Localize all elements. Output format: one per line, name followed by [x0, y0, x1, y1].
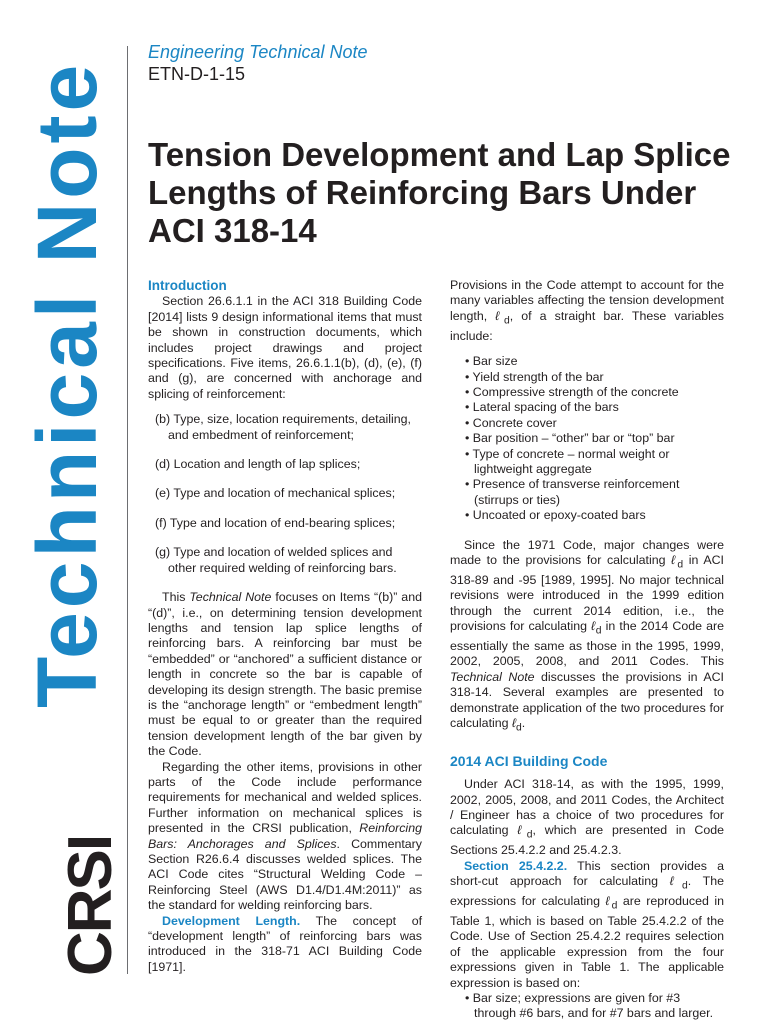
list-item: • Bar position – “other” bar or “top” bar — [465, 431, 675, 446]
text-run-emphasis: Reinforcing Bars: Anchorages and Splices — [148, 821, 422, 851]
list-item: (e) Type and location of mechanical splices; — [155, 486, 396, 501]
list-item: • Bar size — [465, 354, 518, 369]
list-item: (b) Type, size, location requirements, detailing, and embedment of reinforcement; — [155, 412, 411, 442]
vertical-title: Technical Note — [20, 60, 114, 708]
ld-symbol: ℓ — [669, 874, 682, 889]
text-run: This — [162, 590, 186, 605]
text-run: focuses on Items “(b)” and “(d)”, i.e., on determining tension development lengths and tension lap splice lengths of reinforcing bars. A reinforcing bar must be “embedded” or “anchored” a sufficient distance or length in concrete so the bar is capable of developing its design strength. The basic premise is the “anchorage length” or “embedment length” must be equal to or greater than the required tension development length of the bar given by the Code. — [148, 590, 422, 759]
text-run: . — [521, 715, 526, 730]
ld-subscript: d — [681, 880, 688, 892]
sidebar — [0, 0, 128, 1024]
development-length-runin: Development Length. — [162, 913, 301, 928]
other-items-paragraph — [148, 760, 422, 914]
text-run: . The expressions for calculating — [450, 874, 724, 909]
text-run: . Commentary Section R26.6.4 discusses welded splices. The ACI Code cites “Structural Welding Code – Reinforcing Steel (AWS D1.4/D1.4M:2011)” as the standard for welding reinforcing bars. — [148, 836, 422, 913]
ld-symbol: ℓ — [495, 308, 504, 323]
document-code: ETN-D-1-15 — [148, 64, 246, 84]
text-run: discusses the provisions in ACI 318-14. Several examples are presented to demonstrate application of the two procedures for calculating — [450, 669, 724, 730]
aci-code-heading: 2014 ACI Building Code — [450, 752, 608, 769]
development-length-paragraph — [148, 914, 422, 976]
text-run: Provisions in the Code attempt to account for the many variables affecting the tension development length, — [450, 278, 724, 323]
text-run: Since the 1971 Code, major changes were made to the provisions for calculating — [450, 537, 724, 567]
text-run: are reproduced in Table 1, which is based on Table 25.4.2.2 of the Code. Use of Section 25.4.2.2 requires selection of the applicable expression from the four expressions given in Table 1. The applicable expression is based on: — [450, 894, 725, 990]
list-item: • Compressive strength of the concrete — [465, 384, 679, 399]
ld-subscript: d — [503, 315, 510, 327]
section-runin: Section 25.4.2.2. — [464, 858, 568, 873]
ld-symbol: ℓ — [512, 715, 517, 730]
list-item: • Yield strength of the bar — [465, 369, 604, 384]
ld-symbol: ℓ — [517, 823, 527, 838]
right-column — [450, 278, 724, 1036]
list-item: (f) Type and location of end-bearing splices; — [155, 515, 396, 530]
text-run: Regarding the other items, provisions in other parts of the Code include performance requirements for mechanical and welded splices. Further information on mechanical splices is presented in the CRSI publication, — [148, 759, 422, 836]
page-title: Tension Development and Lap Splice Lengths of Reinforcing Bars Under ACI 318-14 — [148, 136, 731, 249]
ld-subscript: d — [677, 559, 684, 571]
ld-subscript: d — [516, 722, 522, 734]
ld-subscript: d — [526, 829, 533, 841]
section-paragraph — [450, 859, 724, 991]
focus-paragraph — [148, 590, 422, 759]
text-run: , of a straight bar. These variables include: — [450, 308, 724, 343]
text-run: in the 2014 Code are essentially the same as those in the 1995, 1999, 2002, 2005, 2008, and 2011 Codes. This — [450, 619, 724, 669]
list-item: • Bar size; expressions are given for #3 through #6 bars, and for #7 bars and larger. — [465, 990, 714, 1021]
intro-paragraph: Section 26.6.1.1 in the ACI 318 Building Code [2014] lists 9 design informational items that must be shown in construction documents, which includes project drawings and project specifications. Five items, 26.6.1.1(b), (d), (e), (f) and (g), are concerned with anchorage and splicing of reinforcement: — [148, 294, 422, 401]
ld-subscript: d — [595, 625, 602, 637]
left-column — [148, 278, 422, 975]
introduction-heading: Introduction — [148, 278, 227, 293]
list-item: • Lateral spacing of the bars — [465, 400, 619, 415]
aci-code-paragraph — [450, 777, 724, 859]
section-bullets — [450, 991, 724, 1022]
ld-symbol: ℓ — [605, 894, 612, 909]
list-item: • Concrete cover — [465, 415, 557, 430]
sidebar-divider — [127, 46, 128, 974]
list-item: • Type of concrete – normal weight or lightweight aggregate — [465, 446, 670, 476]
ld-symbol: ℓ — [591, 619, 596, 634]
text-run: Under ACI 318-14, as with the 1995, 1999, 2002, 2005, 2008, and 2011 Codes, the Architect / Engineer has a choice of two procedures for calculating — [450, 777, 724, 838]
since-1971-paragraph — [450, 538, 724, 736]
variables-list — [450, 354, 724, 523]
text-run-emphasis: Technical Note — [450, 669, 535, 684]
text-run: in ACI 318-89 and -95 [1989, 1995]. No major technical revisions were introduced in the 1999 edition through the current 2014 edition, i.e., the provisions for calculating — [450, 552, 724, 634]
provisions-paragraph — [450, 278, 724, 344]
items-list — [148, 412, 422, 576]
text-run-emphasis: Technical Note — [189, 590, 272, 605]
crsi-logo: CRSI — [56, 835, 125, 976]
ld-subscript: d — [611, 900, 618, 912]
header-kicker: Engineering Technical Note — [148, 42, 368, 62]
ld-symbol: ℓ — [671, 552, 678, 567]
text-run: The concept of “development length” of reinforcing bars was introduced in the 318-71 ACI Building Code [1971]. — [148, 913, 423, 974]
list-item: • Uncoated or epoxy-coated bars — [465, 508, 646, 523]
list-item: (g) Type and location of welded splices and other required welding of reinforcing bars. — [155, 545, 397, 575]
text-run: This section provides a short-cut approach for calculating — [450, 858, 725, 889]
list-item: (d) Location and length of lap splices; — [155, 457, 361, 472]
list-item: • Presence of transverse reinforcement (stirrups or ties) — [465, 477, 680, 507]
text-run: , which are presented in Code Sections 25.4.2.2 and 25.4.2.3. — [450, 823, 725, 858]
